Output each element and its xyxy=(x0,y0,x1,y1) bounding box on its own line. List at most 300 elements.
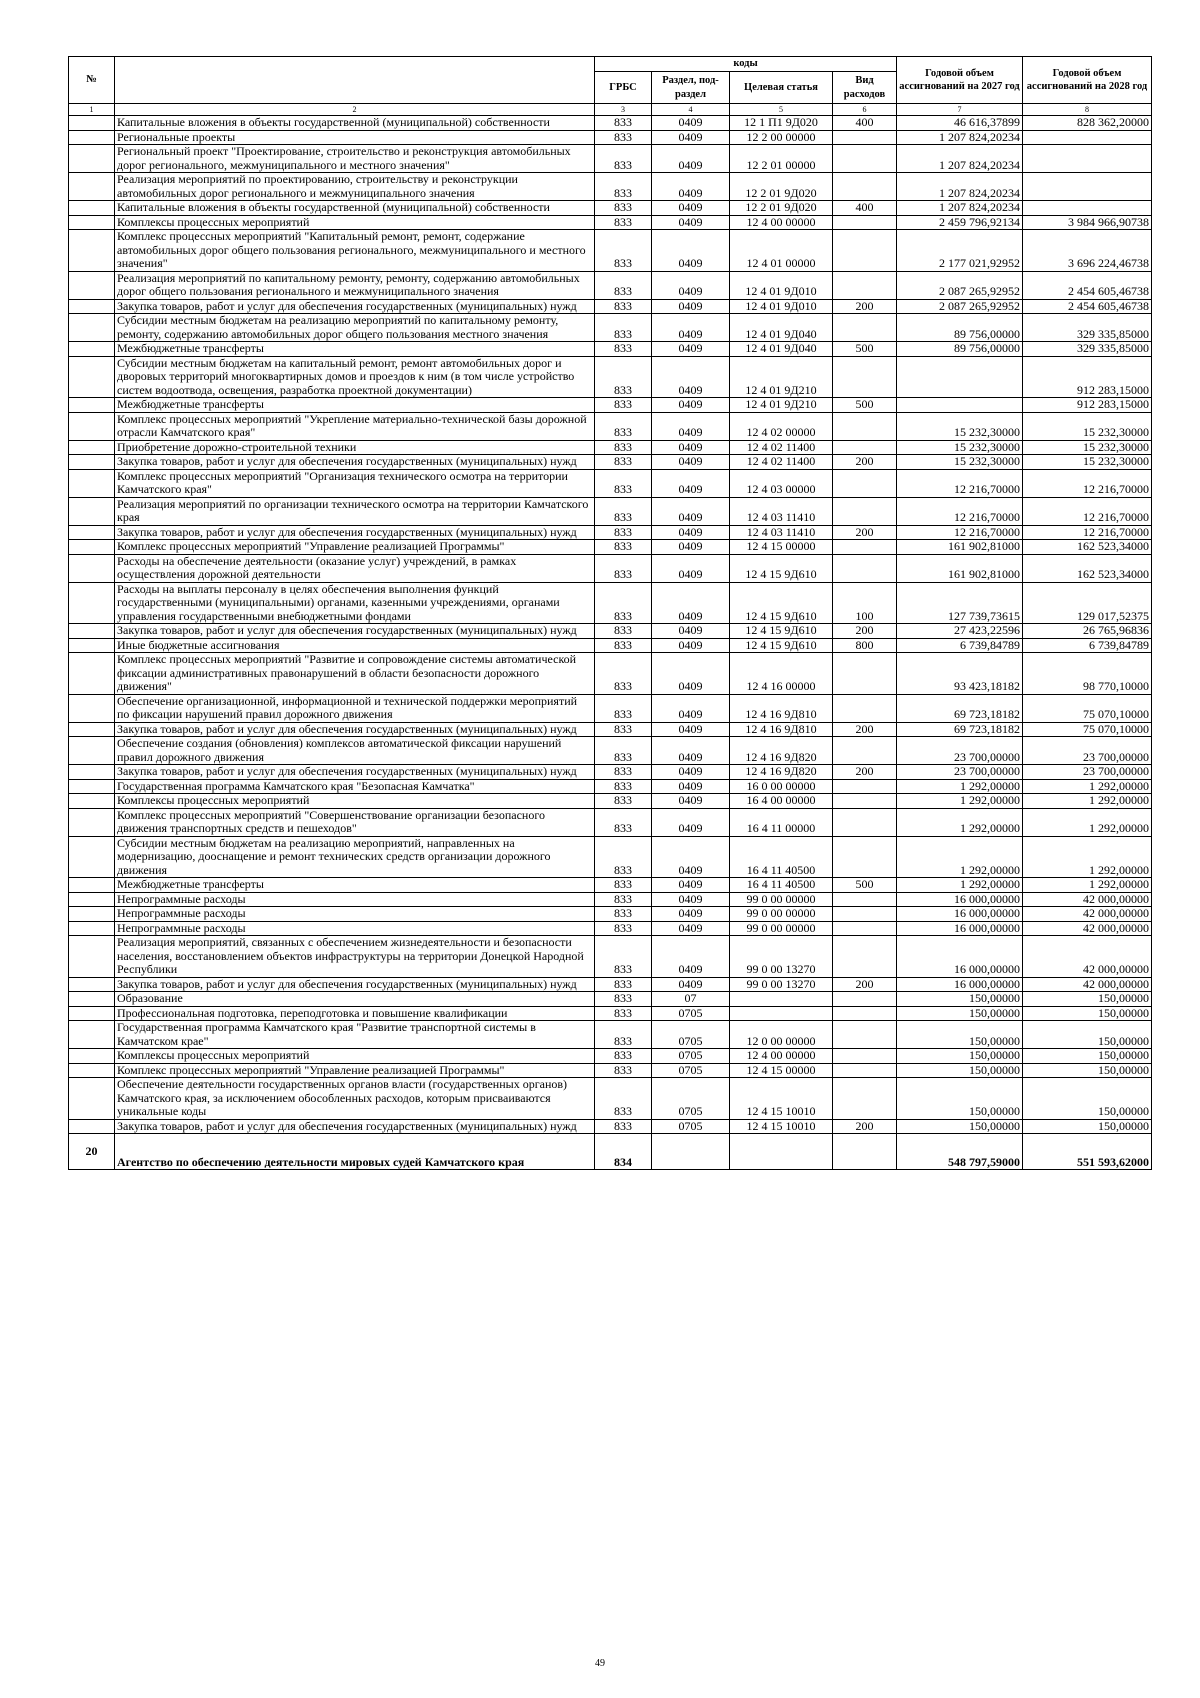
row-grbs: 833 xyxy=(595,1006,652,1021)
row-razdel: 0705 xyxy=(652,1049,730,1064)
table-row xyxy=(69,1078,1152,1120)
row-2028: 2 454 605,46738 xyxy=(1023,271,1152,299)
row-grbs: 833 xyxy=(595,469,652,497)
row-2027: 93 423,18182 xyxy=(897,653,1023,695)
row-grbs: 833 xyxy=(595,554,652,582)
row-razdel: 0409 xyxy=(652,638,730,653)
row-2028: 6 739,84789 xyxy=(1023,638,1152,653)
colnum: 7 xyxy=(897,104,1023,116)
row-2028: 912 283,15000 xyxy=(1023,356,1152,398)
row-number xyxy=(69,907,115,922)
row-name: Профессиональная подготовка, переподготовка и повышение квалификации xyxy=(115,1006,595,1021)
table-row xyxy=(69,907,1152,922)
row-2027: 1 207 824,20234 xyxy=(897,173,1023,201)
row-2028: 23 700,00000 xyxy=(1023,737,1152,765)
row-razdel: 0409 xyxy=(652,173,730,201)
row-name: Субсидии местным бюджетам на капитальный ремонт, ремонт автомобильных дорог и дворовых территорий многоквартирных домов и проездов к ним (в том числе устройство систем водоотвода, освещения, разработка проектной документации) xyxy=(115,356,595,398)
row-grbs: 833 xyxy=(595,1063,652,1078)
row-number xyxy=(69,808,115,836)
row-2028: 329 335,85000 xyxy=(1023,314,1152,342)
table-row xyxy=(69,582,1152,624)
row-grbs: 833 xyxy=(595,440,652,455)
row-2028: 162 523,34000 xyxy=(1023,540,1152,555)
row-target xyxy=(730,1006,833,1021)
row-name: Межбюджетные трансферты xyxy=(115,342,595,357)
row-number xyxy=(69,878,115,893)
header-codes: коды xyxy=(595,57,897,72)
row-name: Межбюджетные трансферты xyxy=(115,398,595,413)
row-name: Комплексы процессных мероприятий xyxy=(115,794,595,809)
row-2027: 1 292,00000 xyxy=(897,779,1023,794)
row-number xyxy=(69,624,115,639)
row-2027: 1 292,00000 xyxy=(897,794,1023,809)
row-target: 12 4 01 9Д210 xyxy=(730,398,833,413)
row-grbs: 833 xyxy=(595,977,652,992)
row-name: Иные бюджетные ассигнования xyxy=(115,638,595,653)
org-vid xyxy=(833,1134,897,1170)
row-target: 12 4 15 9Д610 xyxy=(730,582,833,624)
table-row xyxy=(69,808,1152,836)
row-razdel: 0409 xyxy=(652,624,730,639)
row-2027: 27 423,22596 xyxy=(897,624,1023,639)
row-number xyxy=(69,230,115,272)
row-2027: 150,00000 xyxy=(897,1078,1023,1120)
row-number xyxy=(69,992,115,1007)
row-grbs: 833 xyxy=(595,356,652,398)
row-2027: 2 177 021,92952 xyxy=(897,230,1023,272)
row-grbs: 833 xyxy=(595,215,652,230)
row-grbs: 833 xyxy=(595,173,652,201)
row-2027: 1 292,00000 xyxy=(897,836,1023,878)
row-number xyxy=(69,694,115,722)
table-row xyxy=(69,356,1152,398)
row-2027: 2 087 265,92952 xyxy=(897,271,1023,299)
table-row xyxy=(69,215,1152,230)
row-2028: 42 000,00000 xyxy=(1023,977,1152,992)
colnum: 3 xyxy=(595,104,652,116)
header-target: Целевая статья xyxy=(730,72,833,104)
row-vid xyxy=(833,694,897,722)
row-grbs: 833 xyxy=(595,540,652,555)
row-2027: 150,00000 xyxy=(897,1119,1023,1134)
row-2028: 98 770,10000 xyxy=(1023,653,1152,695)
org-2027: 548 797,59000 xyxy=(897,1134,1023,1170)
row-name: Комплексы процессных мероприятий xyxy=(115,1049,595,1064)
row-grbs: 833 xyxy=(595,1119,652,1134)
row-razdel: 0409 xyxy=(652,653,730,695)
row-2027: 23 700,00000 xyxy=(897,737,1023,765)
row-2028: 12 216,70000 xyxy=(1023,525,1152,540)
row-2027: 23 700,00000 xyxy=(897,765,1023,780)
row-2027 xyxy=(897,398,1023,413)
row-2027: 46 616,37899 xyxy=(897,116,1023,131)
org-grbs: 834 xyxy=(595,1134,652,1170)
row-number xyxy=(69,356,115,398)
table-row xyxy=(69,1021,1152,1049)
row-name: Комплекс процессных мероприятий "Развитие и сопровождение системы автоматической фиксации административных правонарушений в области безопасности дорожного движения" xyxy=(115,653,595,695)
row-vid: 200 xyxy=(833,624,897,639)
row-target: 12 4 15 00000 xyxy=(730,540,833,555)
row-razdel: 0409 xyxy=(652,907,730,922)
row-razdel: 0409 xyxy=(652,878,730,893)
header-2028: Годовой объем ассигнований на 2028 год xyxy=(1023,57,1152,104)
row-name: Закупка товаров, работ и услуг для обеспечения государственных (муниципальных) нужд xyxy=(115,765,595,780)
row-number xyxy=(69,398,115,413)
row-name: Реализация мероприятий, связанных с обеспечением жизнедеятельности и безопасности населения, восстановлением объектов инфраструктуры на территории Донецкой Народной Республики xyxy=(115,936,595,978)
row-2027: 150,00000 xyxy=(897,992,1023,1007)
org-razdel xyxy=(652,1134,730,1170)
row-vid xyxy=(833,145,897,173)
row-vid: 200 xyxy=(833,299,897,314)
row-grbs: 833 xyxy=(595,342,652,357)
row-vid xyxy=(833,412,897,440)
table-row xyxy=(69,836,1152,878)
row-2027: 15 232,30000 xyxy=(897,455,1023,470)
org-target xyxy=(730,1134,833,1170)
row-razdel: 0409 xyxy=(652,130,730,145)
row-razdel: 0409 xyxy=(652,455,730,470)
row-2028: 42 000,00000 xyxy=(1023,907,1152,922)
row-2027: 12 216,70000 xyxy=(897,525,1023,540)
row-2028: 42 000,00000 xyxy=(1023,892,1152,907)
table-row xyxy=(69,525,1152,540)
row-2028: 150,00000 xyxy=(1023,1078,1152,1120)
row-razdel: 0409 xyxy=(652,201,730,216)
table-row xyxy=(69,638,1152,653)
row-name: Закупка товаров, работ и услуг для обеспечения государственных (муниципальных) нужд xyxy=(115,455,595,470)
row-number xyxy=(69,554,115,582)
row-vid: 200 xyxy=(833,455,897,470)
row-2027: 12 216,70000 xyxy=(897,497,1023,525)
table-row xyxy=(69,892,1152,907)
row-razdel: 0409 xyxy=(652,582,730,624)
row-vid: 400 xyxy=(833,201,897,216)
row-2028: 1 292,00000 xyxy=(1023,808,1152,836)
row-target: 12 2 00 00000 xyxy=(730,130,833,145)
table-row xyxy=(69,653,1152,695)
row-number xyxy=(69,173,115,201)
row-target: 12 4 15 9Д610 xyxy=(730,624,833,639)
row-target: 16 4 00 00000 xyxy=(730,794,833,809)
row-grbs: 833 xyxy=(595,116,652,131)
table-row xyxy=(69,765,1152,780)
row-2027: 1 207 824,20234 xyxy=(897,145,1023,173)
row-target: 12 4 00 00000 xyxy=(730,215,833,230)
row-name: Комплекс процессных мероприятий "Управление реализацией Программы" xyxy=(115,1063,595,1078)
row-name: Комплекс процессных мероприятий "Капитальный ремонт, ремонт, содержание автомобильных дорог общего пользования регионального, межмуниципального и местного значения" xyxy=(115,230,595,272)
row-grbs: 833 xyxy=(595,694,652,722)
row-2027 xyxy=(897,356,1023,398)
row-vid xyxy=(833,892,897,907)
row-vid: 800 xyxy=(833,638,897,653)
row-grbs: 833 xyxy=(595,230,652,272)
row-name: Комплекс процессных мероприятий "Организация технического осмотра на территории Камчатского края" xyxy=(115,469,595,497)
row-target xyxy=(730,992,833,1007)
table-row xyxy=(69,554,1152,582)
row-2027: 1 292,00000 xyxy=(897,878,1023,893)
row-number xyxy=(69,271,115,299)
row-number xyxy=(69,116,115,131)
row-vid: 400 xyxy=(833,116,897,131)
row-grbs: 833 xyxy=(595,271,652,299)
row-target: 12 4 01 9Д040 xyxy=(730,342,833,357)
table-row xyxy=(69,1006,1152,1021)
row-vid xyxy=(833,173,897,201)
row-number xyxy=(69,977,115,992)
row-target: 12 2 01 00000 xyxy=(730,145,833,173)
row-grbs: 833 xyxy=(595,525,652,540)
row-razdel: 0409 xyxy=(652,936,730,978)
row-number xyxy=(69,794,115,809)
row-vid xyxy=(833,1021,897,1049)
row-name: Расходы на обеспечение деятельности (оказание услуг) учреждений, в рамках осуществления дорожной деятельности xyxy=(115,554,595,582)
row-vid xyxy=(833,992,897,1007)
row-target: 12 4 15 9Д610 xyxy=(730,554,833,582)
row-number xyxy=(69,1006,115,1021)
row-number xyxy=(69,737,115,765)
row-name: Обеспечение создания (обновления) комплексов автоматической фиксации нарушений правил дорожного движения xyxy=(115,737,595,765)
table-row xyxy=(69,299,1152,314)
table-row xyxy=(69,497,1152,525)
row-target: 12 4 02 11400 xyxy=(730,440,833,455)
colnum: 8 xyxy=(1023,104,1152,116)
row-name: Непрограммные расходы xyxy=(115,907,595,922)
table-row xyxy=(69,694,1152,722)
row-number xyxy=(69,412,115,440)
row-vid: 200 xyxy=(833,765,897,780)
column-numbers-row xyxy=(69,104,1152,116)
row-target: 12 4 03 11410 xyxy=(730,497,833,525)
row-vid xyxy=(833,356,897,398)
row-2028: 150,00000 xyxy=(1023,1006,1152,1021)
row-number xyxy=(69,1049,115,1064)
row-name: Государственная программа Камчатского края "Развитие транспортной системы в Камчатском крае" xyxy=(115,1021,595,1049)
row-target: 12 4 03 11410 xyxy=(730,525,833,540)
row-grbs: 833 xyxy=(595,892,652,907)
row-target: 12 4 00 00000 xyxy=(730,1049,833,1064)
row-name: Закупка товаров, работ и услуг для обеспечения государственных (муниципальных) нужд xyxy=(115,1119,595,1134)
header-row-1 xyxy=(69,57,1152,72)
row-target: 12 4 16 9Д820 xyxy=(730,765,833,780)
header-vid: Вид расходов xyxy=(833,72,897,104)
row-2028: 912 283,15000 xyxy=(1023,398,1152,413)
row-number xyxy=(69,836,115,878)
row-2028: 1 292,00000 xyxy=(1023,779,1152,794)
row-number xyxy=(69,722,115,737)
row-razdel: 0409 xyxy=(652,525,730,540)
row-name: Государственная программа Камчатского края "Безопасная Камчатка" xyxy=(115,779,595,794)
row-vid xyxy=(833,836,897,878)
table-row xyxy=(69,130,1152,145)
row-target: 12 4 15 10010 xyxy=(730,1119,833,1134)
table-row xyxy=(69,921,1152,936)
row-name: Закупка товаров, работ и услуг для обеспечения государственных (муниципальных) нужд xyxy=(115,525,595,540)
org-2028: 551 593,62000 xyxy=(1023,1134,1152,1170)
row-name: Реализация мероприятий по капитальному ремонту, ремонту, содержанию автомобильных дорог общего пользования регионального и межмуниципального значения xyxy=(115,271,595,299)
row-number xyxy=(69,1063,115,1078)
row-vid xyxy=(833,808,897,836)
colnum: 6 xyxy=(833,104,897,116)
row-target: 12 4 16 9Д820 xyxy=(730,737,833,765)
row-2028: 3 696 224,46738 xyxy=(1023,230,1152,272)
row-2027: 2 459 796,92134 xyxy=(897,215,1023,230)
row-razdel: 0409 xyxy=(652,230,730,272)
row-target: 12 4 01 00000 xyxy=(730,230,833,272)
row-vid xyxy=(833,1078,897,1120)
header-2027: Годовой объем ассигнований на 2027 год xyxy=(897,57,1023,104)
row-razdel: 0409 xyxy=(652,765,730,780)
row-name: Обеспечение деятельности государственных органов власти (государственных органов) Камчатского края, за исключением обособленных расходов, которым присваиваются уникальные коды xyxy=(115,1078,595,1120)
row-target: 16 4 11 00000 xyxy=(730,808,833,836)
table-row xyxy=(69,1119,1152,1134)
table-row xyxy=(69,624,1152,639)
row-2028: 150,00000 xyxy=(1023,1049,1152,1064)
table-row xyxy=(69,116,1152,131)
row-grbs: 833 xyxy=(595,737,652,765)
row-target: 12 2 01 9Д020 xyxy=(730,201,833,216)
row-vid: 500 xyxy=(833,398,897,413)
row-grbs: 833 xyxy=(595,794,652,809)
table-row xyxy=(69,271,1152,299)
row-2028: 12 216,70000 xyxy=(1023,497,1152,525)
row-number xyxy=(69,314,115,342)
row-vid xyxy=(833,1063,897,1078)
row-2027: 16 000,00000 xyxy=(897,921,1023,936)
row-grbs: 833 xyxy=(595,907,652,922)
row-vid xyxy=(833,737,897,765)
row-number xyxy=(69,130,115,145)
row-2028: 1 292,00000 xyxy=(1023,836,1152,878)
row-number xyxy=(69,469,115,497)
row-razdel: 0409 xyxy=(652,779,730,794)
row-number xyxy=(69,540,115,555)
row-2028: 150,00000 xyxy=(1023,992,1152,1007)
row-target: 12 4 16 9Д810 xyxy=(730,722,833,737)
row-2027: 12 216,70000 xyxy=(897,469,1023,497)
row-name: Непрограммные расходы xyxy=(115,921,595,936)
row-vid xyxy=(833,779,897,794)
org-index: 20 xyxy=(69,1134,115,1170)
row-number xyxy=(69,342,115,357)
row-target: 16 4 11 40500 xyxy=(730,836,833,878)
row-name: Реализация мероприятий по организации технического осмотра на территории Камчатского края xyxy=(115,497,595,525)
row-vid xyxy=(833,653,897,695)
table-row xyxy=(69,936,1152,978)
row-2028: 75 070,10000 xyxy=(1023,722,1152,737)
row-grbs: 833 xyxy=(595,808,652,836)
row-2027: 161 902,81000 xyxy=(897,540,1023,555)
row-name: Субсидии местным бюджетам на реализацию мероприятий, направленных на модернизацию, дооснащение и ремонт технических средств организации дорожного движения xyxy=(115,836,595,878)
table-row xyxy=(69,1049,1152,1064)
row-target: 16 4 11 40500 xyxy=(730,878,833,893)
colnum: 5 xyxy=(730,104,833,116)
row-grbs: 833 xyxy=(595,299,652,314)
row-number xyxy=(69,765,115,780)
row-vid xyxy=(833,469,897,497)
row-2027: 150,00000 xyxy=(897,1063,1023,1078)
colnum: 2 xyxy=(115,104,595,116)
row-vid xyxy=(833,271,897,299)
row-2027: 16 000,00000 xyxy=(897,892,1023,907)
row-2028: 12 216,70000 xyxy=(1023,469,1152,497)
row-2027: 1 207 824,20234 xyxy=(897,201,1023,216)
row-2028: 1 292,00000 xyxy=(1023,794,1152,809)
row-target: 99 0 00 13270 xyxy=(730,936,833,978)
table-row xyxy=(69,173,1152,201)
row-target: 99 0 00 00000 xyxy=(730,921,833,936)
row-razdel: 0409 xyxy=(652,921,730,936)
row-2028: 15 232,30000 xyxy=(1023,440,1152,455)
row-number xyxy=(69,440,115,455)
table-row xyxy=(69,145,1152,173)
row-target: 16 0 00 00000 xyxy=(730,779,833,794)
row-name: Непрограммные расходы xyxy=(115,892,595,907)
row-2028: 150,00000 xyxy=(1023,1063,1152,1078)
row-number xyxy=(69,299,115,314)
table-row xyxy=(69,469,1152,497)
row-name: Закупка товаров, работ и услуг для обеспечения государственных (муниципальных) нужд xyxy=(115,624,595,639)
row-name: Закупка товаров, работ и услуг для обеспечения государственных (муниципальных) нужд xyxy=(115,977,595,992)
header-razdel: Раздел, под-раздел xyxy=(652,72,730,104)
row-number xyxy=(69,145,115,173)
table-row xyxy=(69,737,1152,765)
row-vid xyxy=(833,1006,897,1021)
row-2027: 16 000,00000 xyxy=(897,977,1023,992)
org-row xyxy=(69,1134,1152,1170)
row-razdel: 0409 xyxy=(652,497,730,525)
row-number xyxy=(69,201,115,216)
row-razdel: 0409 xyxy=(652,356,730,398)
row-razdel: 0409 xyxy=(652,554,730,582)
row-target: 12 4 01 9Д010 xyxy=(730,299,833,314)
row-razdel: 0409 xyxy=(652,271,730,299)
row-vid xyxy=(833,907,897,922)
table-row xyxy=(69,440,1152,455)
table-row xyxy=(69,1063,1152,1078)
row-number xyxy=(69,215,115,230)
row-vid xyxy=(833,921,897,936)
table-row xyxy=(69,722,1152,737)
row-target: 12 0 00 00000 xyxy=(730,1021,833,1049)
row-2028: 129 017,52375 xyxy=(1023,582,1152,624)
row-razdel: 0409 xyxy=(652,215,730,230)
table-row xyxy=(69,455,1152,470)
row-name: Комплекс процессных мероприятий "Укрепление материально-технической базы дорожной отрасли Камчатского края" xyxy=(115,412,595,440)
row-number xyxy=(69,936,115,978)
row-vid: 200 xyxy=(833,525,897,540)
row-2027: 16 000,00000 xyxy=(897,907,1023,922)
row-2028: 828 362,20000 xyxy=(1023,116,1152,131)
table-row xyxy=(69,342,1152,357)
row-vid: 200 xyxy=(833,1119,897,1134)
row-vid: 200 xyxy=(833,722,897,737)
row-razdel: 0409 xyxy=(652,540,730,555)
row-razdel: 0409 xyxy=(652,892,730,907)
row-target: 12 1 П1 9Д020 xyxy=(730,116,833,131)
row-name: Обеспечение организационной, информационной и технической поддержки мероприятий по фиксации нарушений правил дорожного движения xyxy=(115,694,595,722)
row-grbs: 833 xyxy=(595,314,652,342)
row-grbs: 833 xyxy=(595,398,652,413)
row-grbs: 833 xyxy=(595,992,652,1007)
row-2027: 150,00000 xyxy=(897,1049,1023,1064)
row-vid xyxy=(833,497,897,525)
row-2027: 15 232,30000 xyxy=(897,440,1023,455)
table-row xyxy=(69,992,1152,1007)
row-2027: 1 207 824,20234 xyxy=(897,130,1023,145)
row-vid xyxy=(833,554,897,582)
row-2028: 2 454 605,46738 xyxy=(1023,299,1152,314)
row-razdel: 0409 xyxy=(652,299,730,314)
